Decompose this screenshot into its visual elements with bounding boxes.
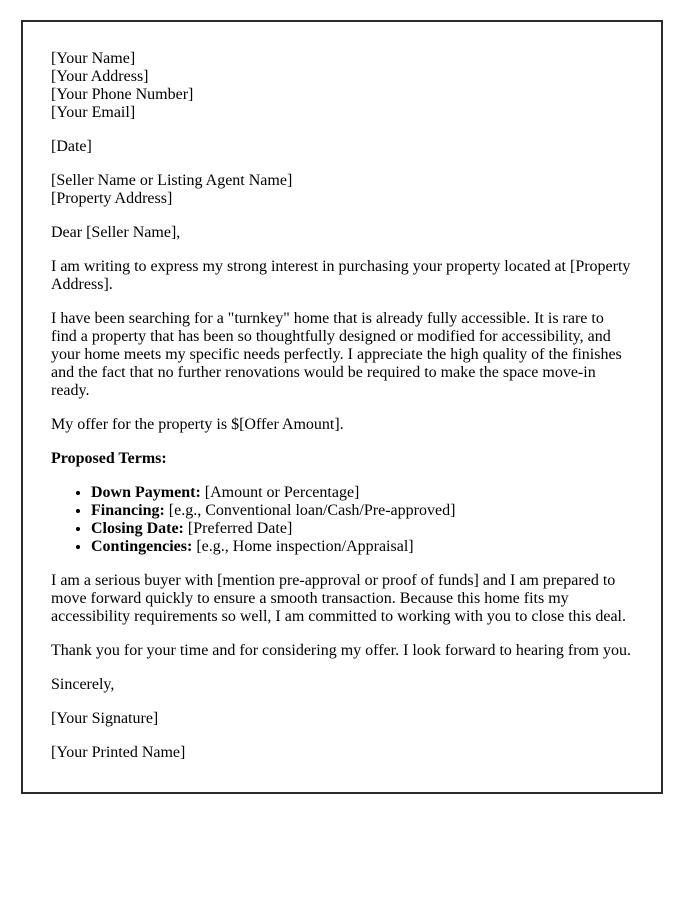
date-line: [Date] [51, 138, 92, 155]
term-contingencies [91, 538, 633, 556]
paragraph-turnkey: I have been searching for a "turnkey" home that is already fully accessible. It is rare to find a property that has been so thoughtfully designed or modified for accessibility, and your home meets my specific needs perfectly. I appreciate the high quality of the finishes and the fact that no further renovations would be required to make the space move-in ready. [51, 310, 622, 399]
paragraph-offer: My offer for the property is $[Offer Amount]. [51, 416, 344, 433]
term-financing [91, 502, 633, 520]
paragraph-buyer: I am a serious buyer with [mention pre-approval or proof of funds] and I am prepared to move forward quickly to ensure a smooth transaction. Because this home fits my accessibility requirements so well, I am committed to working with you to close this deal. [51, 572, 626, 625]
salutation: Dear [Seller Name], [51, 224, 181, 241]
offer-letter-document [21, 20, 663, 794]
sender-name-line: [Your Name] [51, 50, 136, 67]
term-closing-date [91, 520, 633, 538]
terms-heading-text: Proposed Terms: [51, 450, 167, 467]
recipient-address-line: [Property Address] [51, 190, 173, 207]
closing-line: Sincerely, [51, 676, 115, 693]
term-down-payment-value: [Amount or Percentage] [204, 484, 360, 501]
printed-name-line: [Your Printed Name] [51, 744, 186, 761]
sender-email-line: [Your Email] [51, 104, 136, 121]
sender-address-block [51, 50, 633, 122]
term-closing-date-value: [Preferred Date] [187, 520, 293, 537]
term-financing-label: Financing: [91, 502, 165, 519]
term-closing-date-label: Closing Date: [91, 520, 184, 537]
paragraph-intro: I am writing to express my strong interest in purchasing your property located at [Property Address]. [51, 258, 631, 293]
signature-line: [Your Signature] [51, 710, 159, 727]
terms-list [51, 484, 633, 556]
sender-phone-line: [Your Phone Number] [51, 86, 194, 103]
term-contingencies-value: [e.g., Home inspection/Appraisal] [196, 538, 414, 555]
recipient-name-line: [Seller Name or Listing Agent Name] [51, 172, 293, 189]
term-down-payment-label: Down Payment: [91, 484, 201, 501]
paragraph-thanks: Thank you for your time and for considering my offer. I look forward to hearing from you. [51, 642, 631, 659]
term-down-payment [91, 484, 633, 502]
term-contingencies-label: Contingencies: [91, 538, 193, 555]
terms-heading [51, 450, 633, 468]
recipient-address-block [51, 172, 633, 208]
sender-address-line: [Your Address] [51, 68, 149, 85]
term-financing-value: [e.g., Conventional loan/Cash/Pre-approved] [168, 502, 456, 519]
